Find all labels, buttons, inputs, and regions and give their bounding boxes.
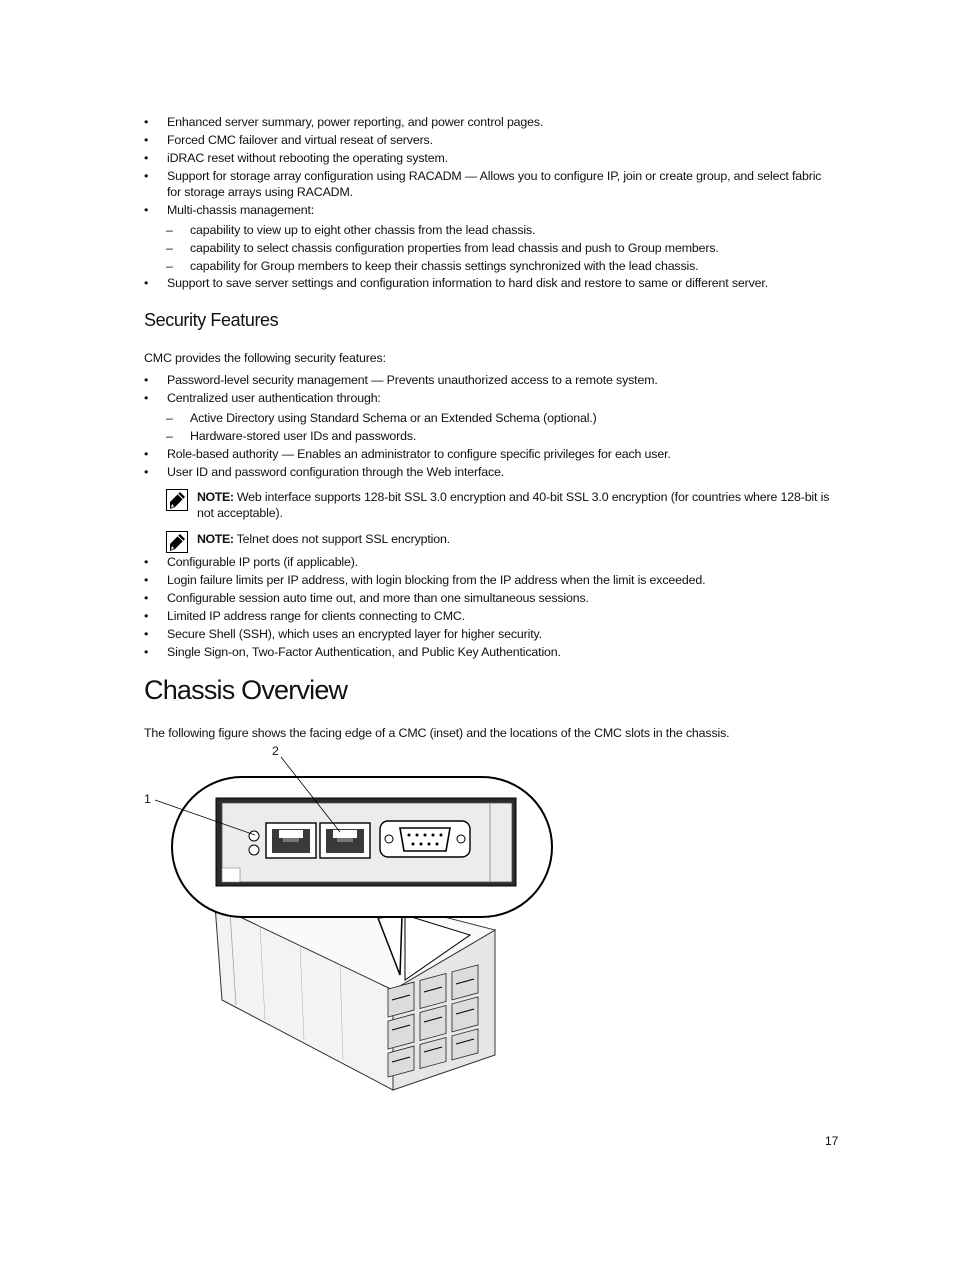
feature-list-save <box>144 275 834 291</box>
ethernet-port-icon <box>320 823 370 858</box>
multi-chassis-sublist <box>166 222 834 274</box>
list-item: • Configurable session auto time out, and more than one simultaneous sessions. <box>144 590 834 606</box>
note-label: NOTE: <box>197 532 234 546</box>
list-item: • Enhanced server summary, power reporting, and power control pages. <box>144 114 834 130</box>
list-item: • Single Sign-on, Two-Factor Authentication, and Public Key Authentication. <box>144 644 834 660</box>
list-item: • Support to save server settings and configuration information to hard disk and restore to same or different server. <box>144 275 834 291</box>
callout-1-label: 1 <box>144 792 151 806</box>
note-pencil-icon <box>166 489 188 511</box>
auth-sublist <box>166 410 834 444</box>
list-item: • Login failure limits per IP address, with login blocking from the IP address when the limit is exceeded. <box>144 572 834 588</box>
note-pencil-icon <box>166 531 188 553</box>
list-item: • Multi-chassis management: <box>144 202 834 218</box>
cmc-chassis-figure <box>130 742 560 1094</box>
ethernet-port-icon <box>266 823 316 858</box>
list-item: • User ID and password configuration through the Web interface. <box>144 464 834 480</box>
chassis-intro: The following figure shows the facing edge of a CMC (inset) and the locations of the CMC slots in the chassis. <box>144 726 730 740</box>
note-telnet <box>166 531 834 553</box>
cmc-inset <box>172 777 552 917</box>
note-text: Web interface supports 128-bit SSL 3.0 encryption and 40-bit SSL 3.0 encryption (for countries where 128-bit is not acceptable). <box>197 490 830 520</box>
note-text: Telnet does not support SSL encryption. <box>233 532 451 546</box>
feature-list-top <box>144 114 834 218</box>
security-list-c <box>144 554 834 660</box>
chassis-overview-heading: Chassis Overview <box>144 675 348 705</box>
note-label: NOTE: <box>197 490 234 504</box>
security-list-a <box>144 372 834 406</box>
sub-list-item: – Hardware-stored user IDs and passwords. <box>166 428 834 444</box>
list-item: • Configurable IP ports (if applicable). <box>144 554 834 570</box>
list-item: • Role-based authority — Enables an administrator to configure specific privileges for each user. <box>144 446 834 462</box>
list-item: • Centralized user authentication through: <box>144 390 834 406</box>
list-item: • Secure Shell (SSH), which uses an encrypted layer for higher security. <box>144 626 834 642</box>
list-item: • iDRAC reset without rebooting the operating system. <box>144 150 834 166</box>
note-ssl-encryption <box>166 489 834 525</box>
security-features-heading: Security Features <box>144 310 279 330</box>
list-item: • Password-level security management — Prevents unauthorized access to a remote system. <box>144 372 834 388</box>
sub-list-item: – capability to view up to eight other chassis from the lead chassis. <box>166 222 834 238</box>
sub-list-item: – Active Directory using Standard Schema or an Extended Schema (optional.) <box>166 410 834 426</box>
sub-list-item: – capability for Group members to keep their chassis settings synchronized with the lead chassis. <box>166 258 834 274</box>
list-item: • Support for storage array configuration using RACADM — Allows you to configure IP, join or create group, and select fabric for storage arrays using RACADM. <box>144 168 834 200</box>
list-item: • Forced CMC failover and virtual reseat of servers. <box>144 132 834 148</box>
page-number: 17 <box>825 1134 839 1148</box>
security-intro: CMC provides the following security features: <box>144 351 386 365</box>
serial-port-icon <box>380 821 470 857</box>
callout-2-label: 2 <box>272 744 279 758</box>
led-indicator <box>249 845 259 855</box>
sub-list-item: – capability to select chassis configuration properties from lead chassis and push to Group members. <box>166 240 834 256</box>
security-list-b <box>144 446 834 480</box>
led-indicator <box>249 831 259 841</box>
list-item: • Limited IP address range for clients connecting to CMC. <box>144 608 834 624</box>
